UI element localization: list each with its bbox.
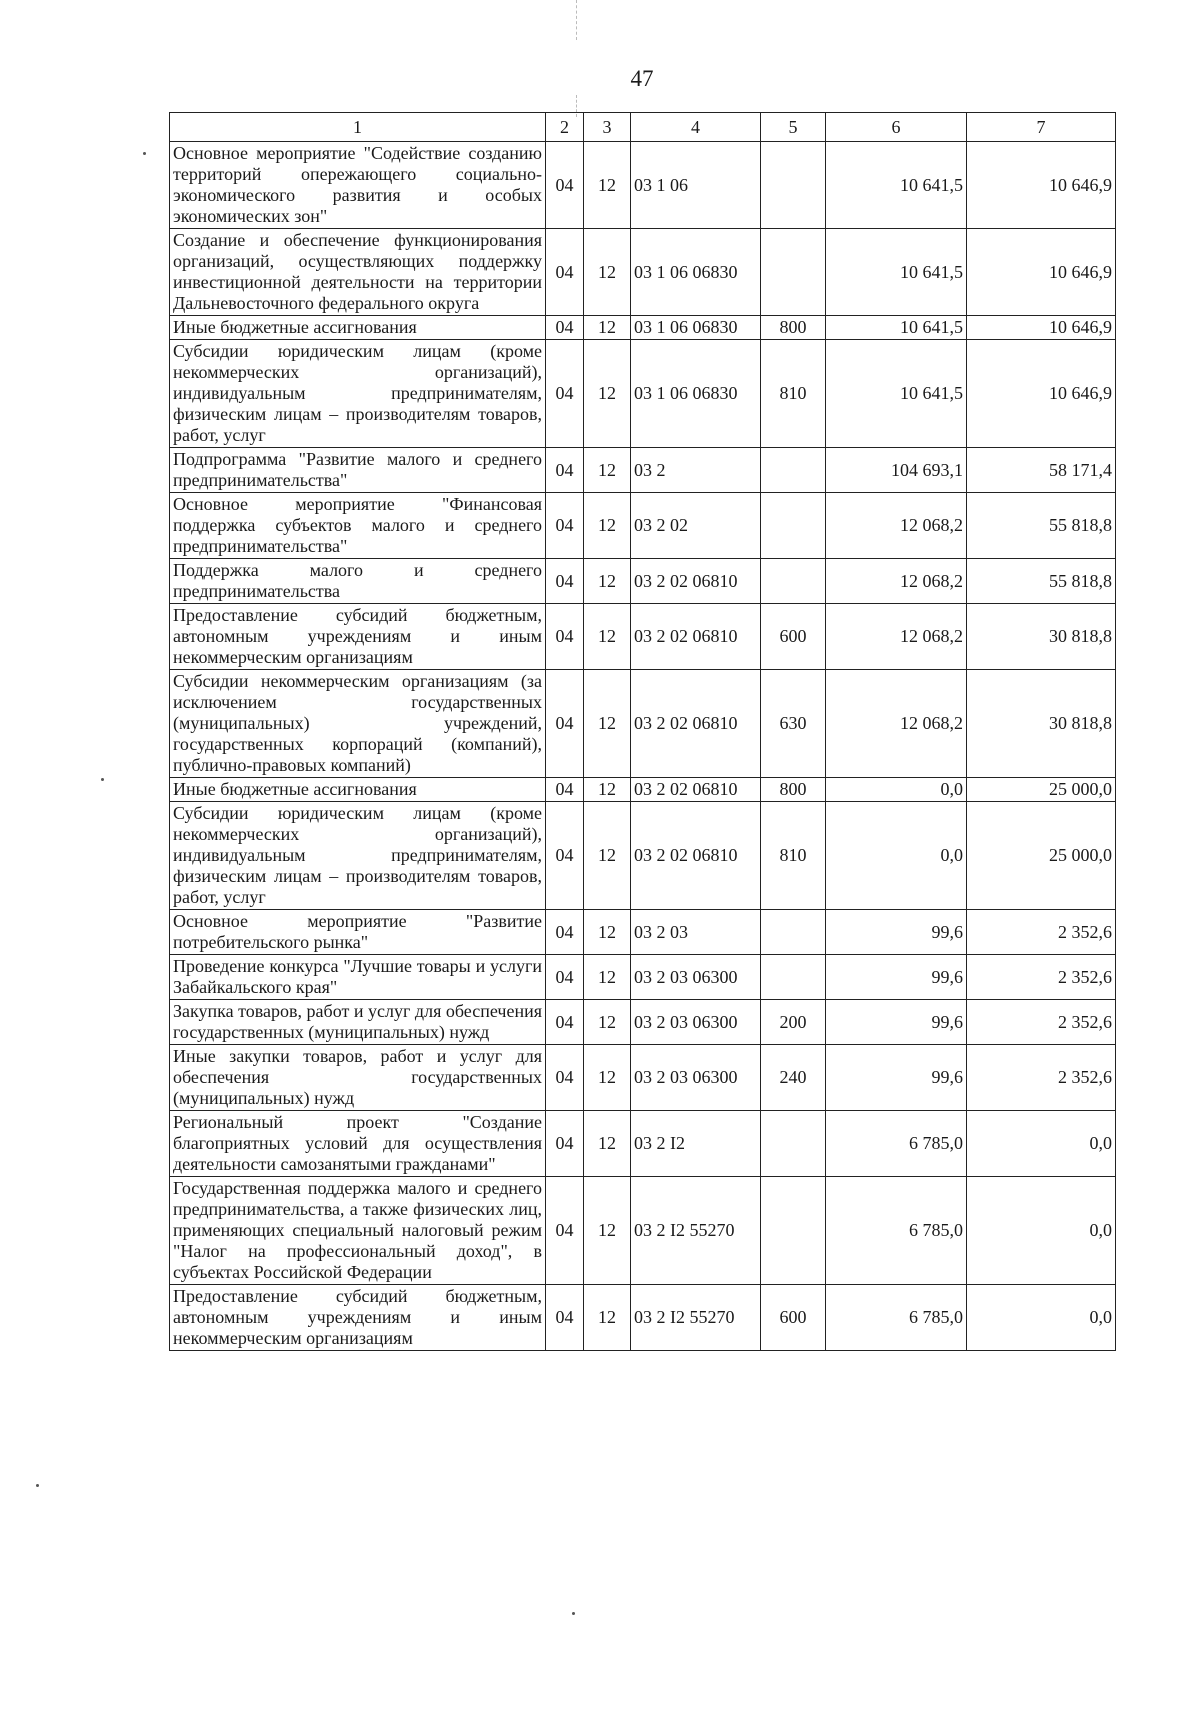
header-col-5: 5 [761,113,826,142]
row-amount-col6-cell: 6 785,0 [826,1111,967,1177]
header-col-6: 6 [826,113,967,142]
row-section-cell: 04 [546,802,584,910]
row-target-article-cell: 03 2 02 06810 [631,802,761,910]
row-section-cell: 04 [546,604,584,670]
row-subsection-cell: 12 [584,955,631,1000]
row-target-article-cell: 03 2 02 06810 [631,559,761,604]
row-target-article-cell: 03 2 02 [631,493,761,559]
row-name-cell: Иные закупки товаров, работ и услуг для обеспечения государственных (муниципальных) нужд [170,1045,546,1111]
row-amount-col7-cell: 2 352,6 [967,1045,1116,1111]
row-amount-col7-cell: 0,0 [967,1285,1116,1351]
row-amount-col7-cell: 30 818,8 [967,670,1116,778]
row-target-article-cell: 03 1 06 [631,142,761,229]
row-name-cell: Субсидии юридическим лицам (кроме некоммерческих организаций), индивидуальным предпринимателям, физическим лицам – производителям товаров, работ, услуг [170,340,546,448]
table-row [170,1045,1116,1111]
table-row [170,316,1116,340]
scan-speck [101,778,104,781]
row-expense-type-cell [761,910,826,955]
table-row [170,955,1116,1000]
table-row [170,1285,1116,1351]
table-header [170,113,1116,142]
row-subsection-cell: 12 [584,778,631,802]
table-row [170,1111,1116,1177]
row-name-cell: Иные бюджетные ассигнования [170,778,546,802]
row-amount-col7-cell: 30 818,8 [967,604,1116,670]
row-name-cell: Основное мероприятие "Развитие потребительского рынка" [170,910,546,955]
table-row [170,1177,1116,1285]
row-section-cell: 04 [546,340,584,448]
row-subsection-cell: 12 [584,1111,631,1177]
row-subsection-cell: 12 [584,670,631,778]
row-amount-col6-cell: 99,6 [826,1045,967,1111]
row-subsection-cell: 12 [584,1045,631,1111]
row-section-cell: 04 [546,493,584,559]
row-subsection-cell: 12 [584,559,631,604]
row-target-article-cell: 03 2 03 [631,910,761,955]
table-row [170,229,1116,316]
row-expense-type-cell [761,493,826,559]
row-target-article-cell: 03 2 [631,448,761,493]
row-amount-col6-cell: 10 641,5 [826,229,967,316]
row-target-article-cell: 03 2 02 06810 [631,778,761,802]
row-section-cell: 04 [546,559,584,604]
row-target-article-cell: 03 1 06 06830 [631,316,761,340]
table-row [170,802,1116,910]
row-amount-col6-cell: 12 068,2 [826,493,967,559]
row-amount-col7-cell: 2 352,6 [967,1000,1116,1045]
row-subsection-cell: 12 [584,448,631,493]
row-section-cell: 04 [546,1285,584,1351]
row-amount-col7-cell: 0,0 [967,1177,1116,1285]
scan-artifact-line [576,0,577,40]
row-expense-type-cell: 240 [761,1045,826,1111]
row-target-article-cell: 03 2 I2 55270 [631,1177,761,1285]
row-amount-col6-cell: 99,6 [826,910,967,955]
row-name-cell: Основное мероприятие "Финансовая поддержка субъектов малого и среднего предпринимательства" [170,493,546,559]
row-name-cell: Государственная поддержка малого и среднего предпринимательства, а также физических лиц, применяющих специальный налоговый режим "Налог на профессиональный доход", в субъектах Российской Федерации [170,1177,546,1285]
scan-speck [572,1612,575,1615]
row-name-cell: Создание и обеспечение функционирования организаций, осуществляющих поддержку инвестиционной деятельности на территории Дальневосточного федерального округа [170,229,546,316]
row-expense-type-cell: 600 [761,1285,826,1351]
row-amount-col6-cell: 6 785,0 [826,1177,967,1285]
budget-table [169,112,1116,1351]
row-target-article-cell: 03 2 I2 55270 [631,1285,761,1351]
row-expense-type-cell [761,1177,826,1285]
row-amount-col6-cell: 10 641,5 [826,142,967,229]
row-subsection-cell: 12 [584,340,631,448]
row-expense-type-cell [761,955,826,1000]
row-section-cell: 04 [546,229,584,316]
row-subsection-cell: 12 [584,604,631,670]
row-subsection-cell: 12 [584,316,631,340]
header-col-3: 3 [584,113,631,142]
row-subsection-cell: 12 [584,229,631,316]
scan-speck [143,152,146,155]
row-name-cell: Субсидии некоммерческим организациям (за исключением государственных (муниципальных) учреждений, государственных корпораций (компаний), публично-правовых компаний) [170,670,546,778]
row-target-article-cell: 03 1 06 06830 [631,340,761,448]
table-row [170,910,1116,955]
row-subsection-cell: 12 [584,142,631,229]
row-expense-type-cell: 810 [761,802,826,910]
row-amount-col6-cell: 12 068,2 [826,559,967,604]
row-name-cell: Предоставление субсидий бюджетным, автономным учреждениям и иным некоммерческим организациям [170,1285,546,1351]
row-amount-col6-cell: 10 641,5 [826,340,967,448]
row-section-cell: 04 [546,1045,584,1111]
table-row [170,670,1116,778]
row-expense-type-cell [761,142,826,229]
row-name-cell: Подпрограмма "Развитие малого и среднего предпринимательства" [170,448,546,493]
row-amount-col7-cell: 2 352,6 [967,955,1116,1000]
row-amount-col6-cell: 12 068,2 [826,670,967,778]
row-expense-type-cell: 800 [761,778,826,802]
table-body [170,142,1116,1351]
row-name-cell: Проведение конкурса "Лучшие товары и услуги Забайкальского края" [170,955,546,1000]
row-section-cell: 04 [546,955,584,1000]
row-amount-col7-cell: 10 646,9 [967,142,1116,229]
row-amount-col6-cell: 99,6 [826,955,967,1000]
row-expense-type-cell [761,448,826,493]
row-name-cell: Закупка товаров, работ и услуг для обеспечения государственных (муниципальных) нужд [170,1000,546,1045]
header-col-2: 2 [546,113,584,142]
row-amount-col6-cell: 12 068,2 [826,604,967,670]
row-subsection-cell: 12 [584,1177,631,1285]
header-row [170,113,1116,142]
row-target-article-cell: 03 2 I2 [631,1111,761,1177]
header-col-7: 7 [967,113,1116,142]
row-name-cell: Региональный проект "Создание благоприятных условий для осуществления деятельности самозанятыми гражданами" [170,1111,546,1177]
row-expense-type-cell: 630 [761,670,826,778]
row-target-article-cell: 03 2 02 06810 [631,670,761,778]
row-section-cell: 04 [546,910,584,955]
row-subsection-cell: 12 [584,910,631,955]
table-row [170,604,1116,670]
row-name-cell: Субсидии юридическим лицам (кроме некоммерческих организаций), индивидуальным предпринимателям, физическим лицам – производителям товаров, работ, услуг [170,802,546,910]
row-name-cell: Поддержка малого и среднего предпринимательства [170,559,546,604]
table-row [170,559,1116,604]
scan-speck [36,1484,39,1487]
row-amount-col7-cell: 25 000,0 [967,802,1116,910]
row-amount-col7-cell: 55 818,8 [967,559,1116,604]
row-section-cell: 04 [546,316,584,340]
row-amount-col6-cell: 10 641,5 [826,316,967,340]
row-name-cell: Предоставление субсидий бюджетным, автономным учреждениям и иным некоммерческим организациям [170,604,546,670]
row-amount-col7-cell: 10 646,9 [967,229,1116,316]
row-expense-type-cell [761,559,826,604]
row-subsection-cell: 12 [584,493,631,559]
row-subsection-cell: 12 [584,1000,631,1045]
row-target-article-cell: 03 2 02 06810 [631,604,761,670]
table-row [170,340,1116,448]
row-subsection-cell: 12 [584,802,631,910]
header-col-4: 4 [631,113,761,142]
row-expense-type-cell: 600 [761,604,826,670]
row-subsection-cell: 12 [584,1285,631,1351]
row-amount-col7-cell: 10 646,9 [967,316,1116,340]
table-row [170,448,1116,493]
table-row [170,142,1116,229]
table-row [170,778,1116,802]
row-amount-col7-cell: 0,0 [967,1111,1116,1177]
row-section-cell: 04 [546,1000,584,1045]
row-amount-col7-cell: 58 171,4 [967,448,1116,493]
row-amount-col6-cell: 0,0 [826,802,967,910]
row-expense-type-cell: 800 [761,316,826,340]
row-amount-col7-cell: 10 646,9 [967,340,1116,448]
header-col-1: 1 [170,113,546,142]
page-number: 47 [630,66,654,91]
row-amount-col6-cell: 104 693,1 [826,448,967,493]
row-amount-col7-cell: 2 352,6 [967,910,1116,955]
row-amount-col6-cell: 0,0 [826,778,967,802]
row-section-cell: 04 [546,1177,584,1285]
row-expense-type-cell [761,229,826,316]
table-row [170,1000,1116,1045]
row-expense-type-cell: 200 [761,1000,826,1045]
row-target-article-cell: 03 2 03 06300 [631,1045,761,1111]
row-target-article-cell: 03 1 06 06830 [631,229,761,316]
row-expense-type-cell: 810 [761,340,826,448]
row-target-article-cell: 03 2 03 06300 [631,955,761,1000]
row-target-article-cell: 03 2 03 06300 [631,1000,761,1045]
row-section-cell: 04 [546,448,584,493]
row-section-cell: 04 [546,778,584,802]
row-amount-col6-cell: 99,6 [826,1000,967,1045]
row-section-cell: 04 [546,1111,584,1177]
row-section-cell: 04 [546,670,584,778]
row-amount-col6-cell: 6 785,0 [826,1285,967,1351]
row-amount-col7-cell: 55 818,8 [967,493,1116,559]
row-section-cell: 04 [546,142,584,229]
row-amount-col7-cell: 25 000,0 [967,778,1116,802]
row-name-cell: Основное мероприятие "Содействие созданию территорий опережающего социально-экономического развития и особых экономических зон" [170,142,546,229]
row-name-cell: Иные бюджетные ассигнования [170,316,546,340]
row-expense-type-cell [761,1111,826,1177]
table-row [170,493,1116,559]
